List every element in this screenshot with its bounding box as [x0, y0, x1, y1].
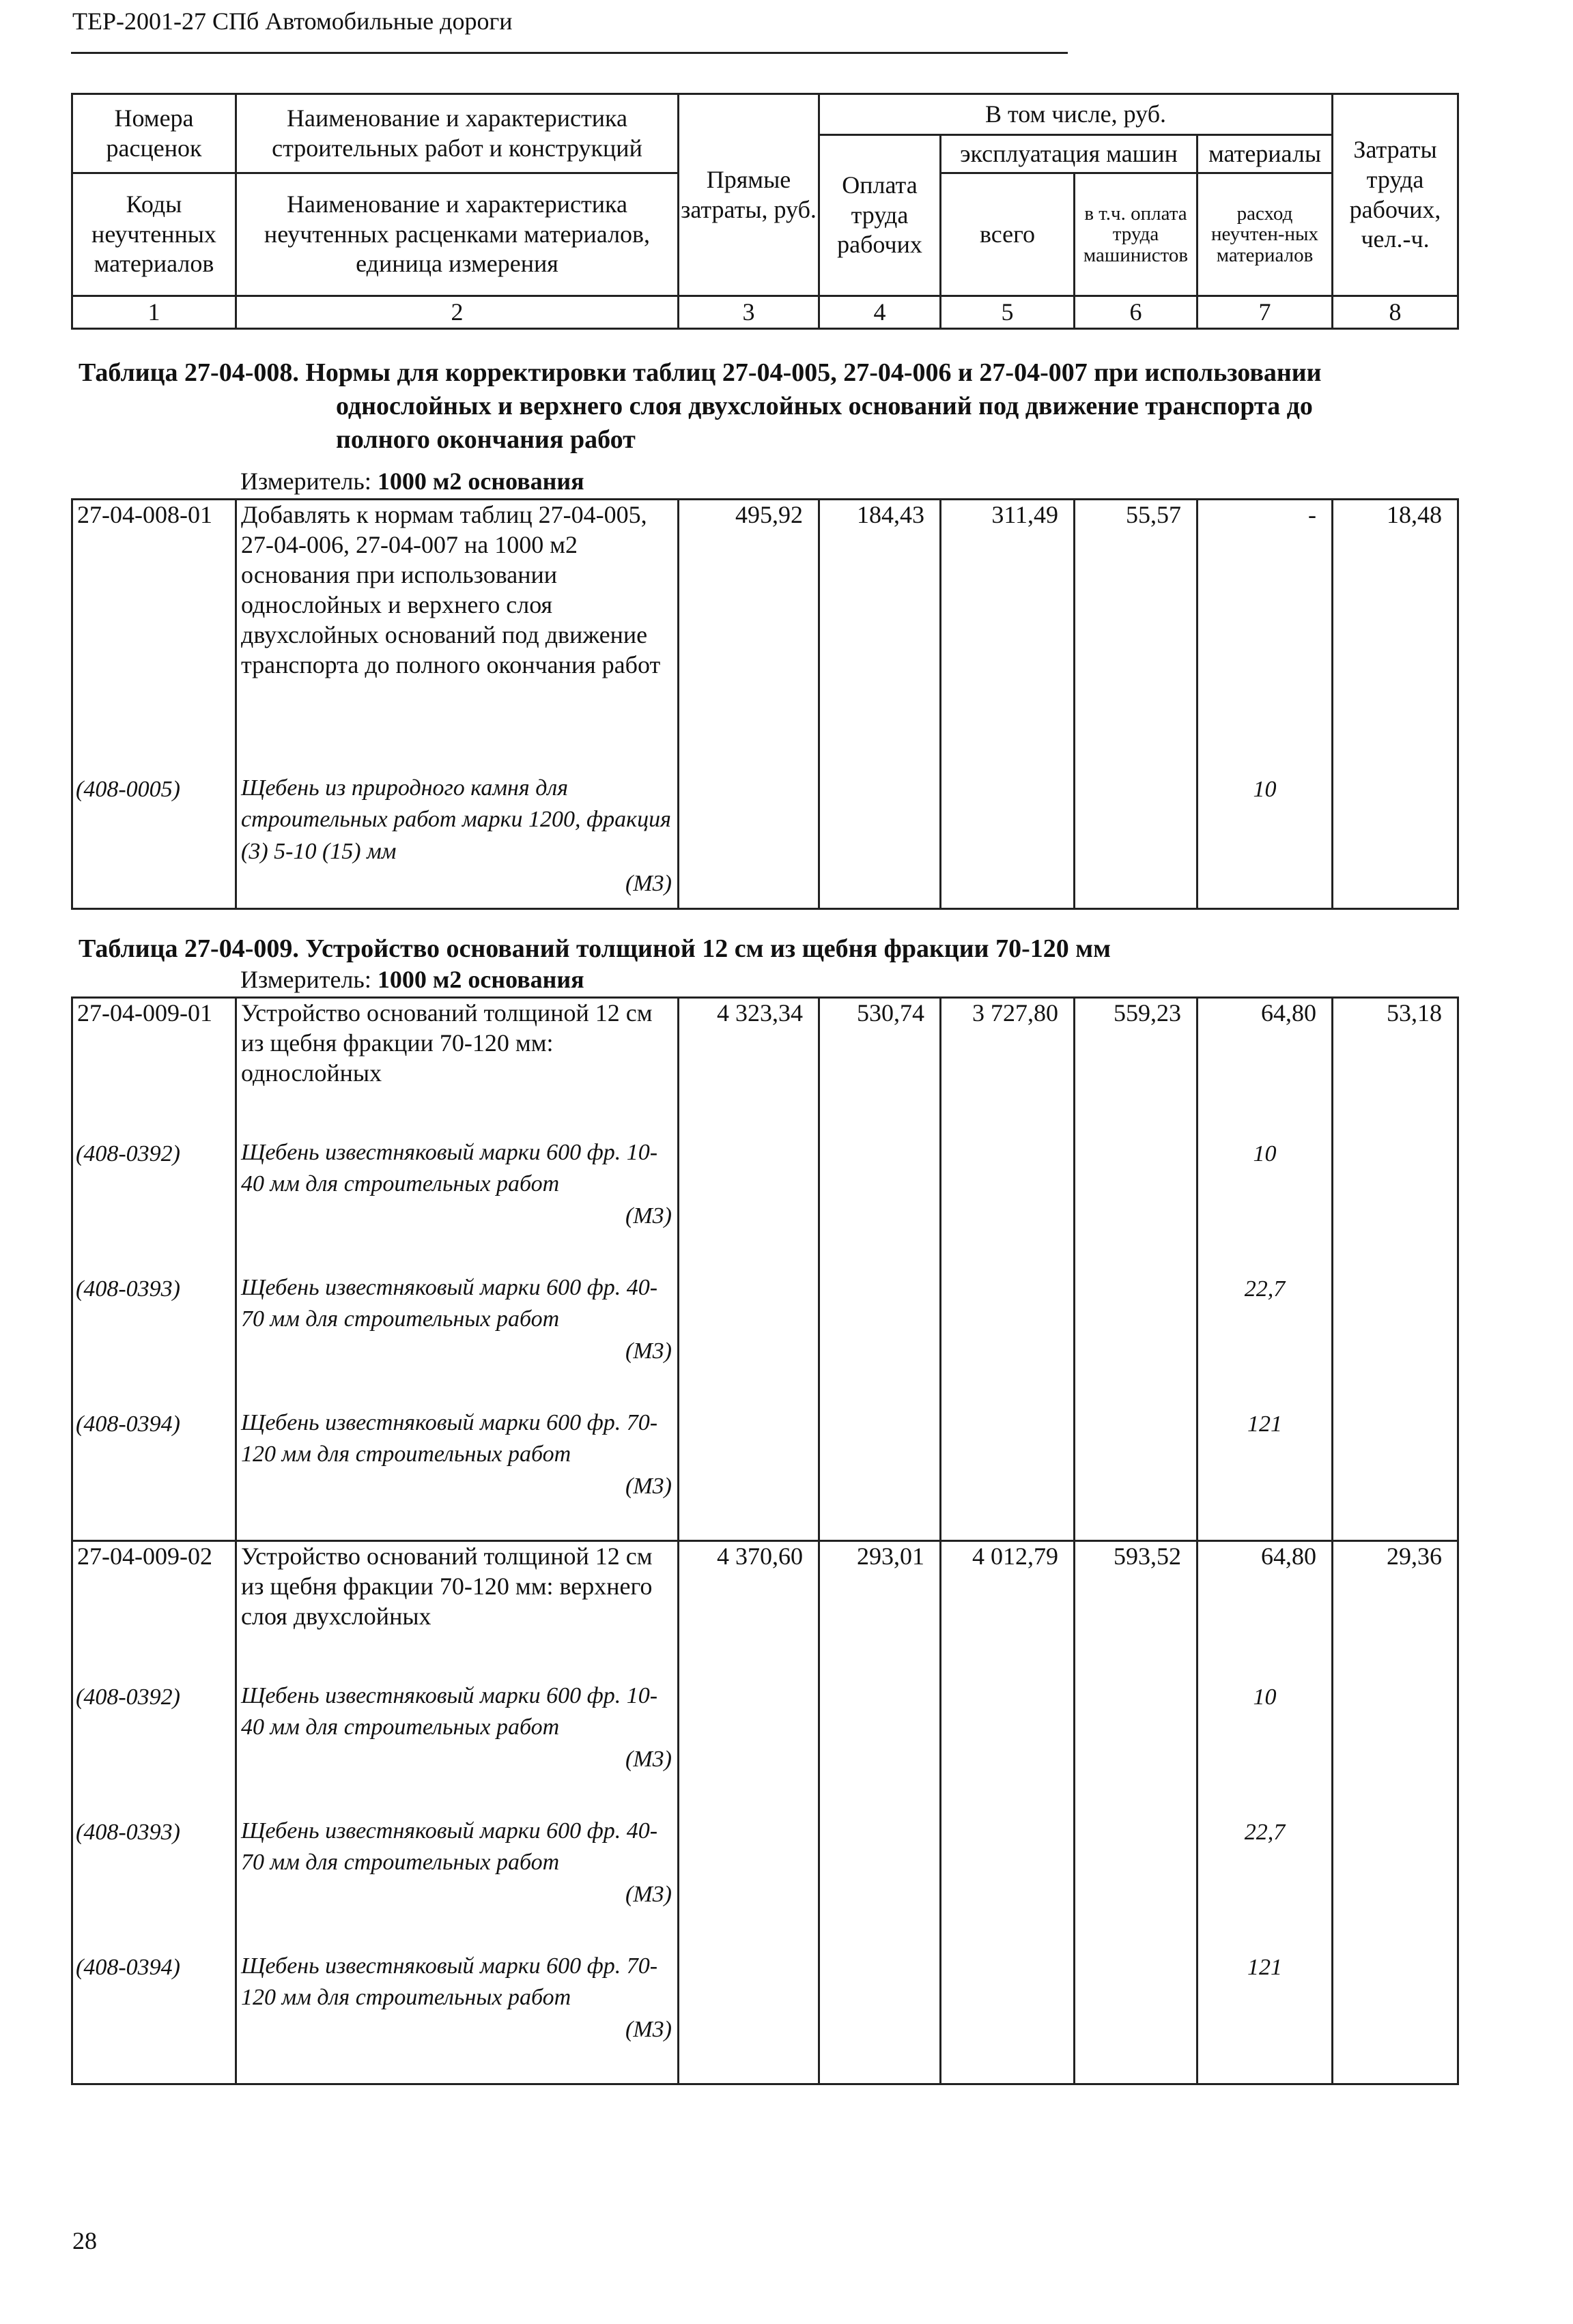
header-num-8: 8: [1333, 296, 1458, 329]
header-labor-hours: Затраты труда рабочих, чел.-ч.: [1333, 94, 1458, 296]
row-labor-hours: 53,18: [1333, 998, 1458, 1137]
header-direct-costs: Прямые затраты, руб.: [679, 94, 819, 296]
material-row: [72, 1951, 1458, 2084]
header-codes-bottom: Коды неучтенных материалов: [72, 173, 236, 296]
empty-cell: [1075, 1816, 1198, 1951]
empty-cell: [679, 1816, 819, 1951]
empty-cell: [819, 773, 941, 909]
header-num-4: 4: [819, 296, 941, 329]
material-code: (408-0392): [72, 1680, 236, 1816]
row-name: Добавлять к нормам таблиц 27-04-005, 27-04-006, 27-04-007 на 1000 м2 основания при использовании однослойных и верхнего слоя двухслойных оснований под движение транспорта до полного окончания работ: [236, 500, 679, 773]
row-machinist-pay: 593,52: [1075, 1541, 1198, 1680]
material-qty: 22,7: [1198, 1272, 1333, 1407]
empty-cell: [819, 1816, 941, 1951]
header-num-5: 5: [941, 296, 1075, 329]
header-num-3: 3: [679, 296, 819, 329]
header-machines: эксплуатация машин: [941, 135, 1198, 173]
row-machinist-pay: 559,23: [1075, 998, 1198, 1137]
table-008-caption-line3: полного окончания работ: [336, 425, 636, 455]
material-row: [72, 1680, 1458, 1816]
material-unit: (М3): [625, 1338, 672, 1364]
table-008-caption-line2: однослойных и верхнего слоя двухслойных оснований под движение транспорта до: [336, 392, 1313, 421]
column-header-table: [71, 93, 1459, 330]
table-009-measure: [240, 965, 584, 994]
empty-cell: [1333, 1137, 1458, 1272]
material-qty: 10: [1198, 1680, 1333, 1816]
row-direct: 4 323,34: [679, 998, 819, 1137]
header-materials-use: расход неучтен-ных материалов: [1198, 173, 1333, 296]
material-code: (408-0393): [72, 1816, 236, 1951]
material-row: [72, 1137, 1458, 1272]
row-name: Устройство оснований толщиной 12 см из щебня фракции 70-120 мм: однослойных: [236, 998, 679, 1137]
material-name: [236, 1272, 679, 1407]
material-name: [236, 1816, 679, 1951]
material-name: [236, 773, 679, 909]
empty-cell: [941, 1407, 1075, 1541]
table-008: [71, 498, 1459, 910]
measure-value: 1000 м2 основания: [377, 966, 584, 993]
material-row: [72, 1407, 1458, 1541]
material-qty: 22,7: [1198, 1816, 1333, 1951]
material-name-text: Щебень известняковый марки 600 фр. 40-70 мм для строительных работ: [241, 1274, 658, 1332]
row-code: 27-04-009-02: [72, 1541, 236, 1680]
header-num-7: 7: [1198, 296, 1333, 329]
empty-cell: [1075, 1137, 1198, 1272]
row-labor-pay: 184,43: [819, 500, 941, 773]
table-009-caption: Таблица 27-04-009. Устройство оснований толщиной 12 см из щебня фракции 70-120 мм: [79, 934, 1111, 963]
material-name-text: Щебень известняковый марки 600 фр. 40-70 мм для строительных работ: [241, 1818, 658, 1876]
row-labor-pay: 530,74: [819, 998, 941, 1137]
header-num-1: 1: [72, 296, 236, 329]
table-008-caption-line1: Таблица 27-04-008. Нормы для корректировки таблиц 27-04-005, 27-04-006 и 27-04-007 при использовании: [79, 358, 1322, 387]
material-name-text: Щебень известняковый марки 600 фр. 10-40 мм для строительных работ: [241, 1139, 658, 1197]
material-code: (408-0394): [72, 1407, 236, 1541]
measure-label: Измеритель:: [240, 966, 371, 993]
material-name-text: Щебень из природного камня для строительных работ марки 1200, фракция (3) 5-10 (15) мм: [241, 775, 671, 865]
page-header-title: ТЕР-2001-27 СПб Автомобильные дороги: [72, 8, 513, 35]
page-number: 28: [72, 2227, 97, 2254]
material-unit: (М3): [625, 1203, 672, 1229]
row-materials: -: [1198, 500, 1333, 773]
empty-cell: [1333, 1951, 1458, 2084]
row-labor-hours: 18,48: [1333, 500, 1458, 773]
empty-cell: [1333, 1407, 1458, 1541]
material-code: (408-0394): [72, 1951, 236, 2084]
material-unit: (М3): [625, 1474, 672, 1500]
table-row: [72, 500, 1458, 773]
row-machinist-pay: 55,57: [1075, 500, 1198, 773]
measure-value: 1000 м2 основания: [377, 468, 584, 495]
material-name-text: Щебень известняковый марки 600 фр. 70-120 мм для строительных работ: [241, 1409, 658, 1467]
material-unit: (М3): [625, 871, 672, 897]
material-name: [236, 1137, 679, 1272]
header-num-2: 2: [236, 296, 679, 329]
material-row: [72, 1816, 1458, 1951]
table-row: [72, 1541, 1458, 1680]
empty-cell: [679, 1951, 819, 2084]
empty-cell: [819, 1272, 941, 1407]
table-row: [72, 998, 1458, 1137]
empty-cell: [819, 1951, 941, 2084]
row-machines-total: 4 012,79: [941, 1541, 1075, 1680]
material-unit: (М3): [625, 1882, 672, 1908]
row-labor-hours: 29,36: [1333, 1541, 1458, 1680]
header-group: В том числе, руб.: [819, 94, 1333, 135]
material-name-text: Щебень известняковый марки 600 фр. 70-120 мм для строительных работ: [241, 1953, 658, 2011]
material-name: [236, 1951, 679, 2084]
material-qty: 10: [1198, 1137, 1333, 1272]
material-row: [72, 773, 1458, 909]
header-machines-total: всего: [941, 173, 1075, 296]
header-labor-pay: Оплата труда рабочих: [819, 135, 941, 296]
empty-cell: [819, 1137, 941, 1272]
material-qty: 121: [1198, 1407, 1333, 1541]
empty-cell: [819, 1407, 941, 1541]
empty-cell: [941, 1137, 1075, 1272]
material-unit: (М3): [625, 1747, 672, 1773]
row-code: 27-04-009-01: [72, 998, 236, 1137]
empty-cell: [941, 1951, 1075, 2084]
row-materials: 64,80: [1198, 1541, 1333, 1680]
empty-cell: [1075, 1272, 1198, 1407]
empty-cell: [941, 1816, 1075, 1951]
row-materials: 64,80: [1198, 998, 1333, 1137]
row-direct: 4 370,60: [679, 1541, 819, 1680]
header-machinist-pay: в т.ч. оплата труда машинистов: [1075, 173, 1198, 296]
material-name-text: Щебень известняковый марки 600 фр. 10-40 мм для строительных работ: [241, 1682, 658, 1740]
header-name-top: Наименование и характеристика строительных работ и конструкций: [236, 94, 679, 173]
table-009: [71, 996, 1459, 2085]
empty-cell: [941, 773, 1075, 909]
row-labor-pay: 293,01: [819, 1541, 941, 1680]
row-machines-total: 311,49: [941, 500, 1075, 773]
empty-cell: [1075, 1407, 1198, 1541]
empty-cell: [1333, 1816, 1458, 1951]
empty-cell: [1333, 1680, 1458, 1816]
header-codes-top: Номера расценок: [72, 94, 236, 173]
table-008-measure: [240, 467, 584, 496]
material-name: [236, 1407, 679, 1541]
empty-cell: [819, 1680, 941, 1816]
empty-cell: [1075, 1680, 1198, 1816]
empty-cell: [679, 1680, 819, 1816]
row-code: 27-04-008-01: [72, 500, 236, 773]
row-machines-total: 3 727,80: [941, 998, 1075, 1137]
table-008-caption: [79, 356, 1322, 457]
empty-cell: [679, 1272, 819, 1407]
header-name-bottom: Наименование и характеристика неучтенных расценками материалов, единица измерения: [236, 173, 679, 296]
measure-label: Измеритель:: [240, 468, 371, 495]
header-materials: материалы: [1198, 135, 1333, 173]
header-rule: [71, 52, 1068, 54]
material-code: (408-0005): [72, 773, 236, 909]
empty-cell: [679, 773, 819, 909]
row-direct: 495,92: [679, 500, 819, 773]
material-row: [72, 1272, 1458, 1407]
empty-cell: [1075, 1951, 1198, 2084]
empty-cell: [679, 1137, 819, 1272]
material-unit: (М3): [625, 2017, 672, 2043]
row-name: Устройство оснований толщиной 12 см из щебня фракции 70-120 мм: верхнего слоя двухслойных: [236, 1541, 679, 1680]
empty-cell: [1333, 1272, 1458, 1407]
empty-cell: [941, 1680, 1075, 1816]
header-num-6: 6: [1075, 296, 1198, 329]
empty-cell: [941, 1272, 1075, 1407]
empty-cell: [679, 1407, 819, 1541]
material-qty: 121: [1198, 1951, 1333, 2084]
material-name: [236, 1680, 679, 1816]
material-code: (408-0393): [72, 1272, 236, 1407]
empty-cell: [1075, 773, 1198, 909]
material-code: (408-0392): [72, 1137, 236, 1272]
material-qty: 10: [1198, 773, 1333, 909]
empty-cell: [1333, 773, 1458, 909]
